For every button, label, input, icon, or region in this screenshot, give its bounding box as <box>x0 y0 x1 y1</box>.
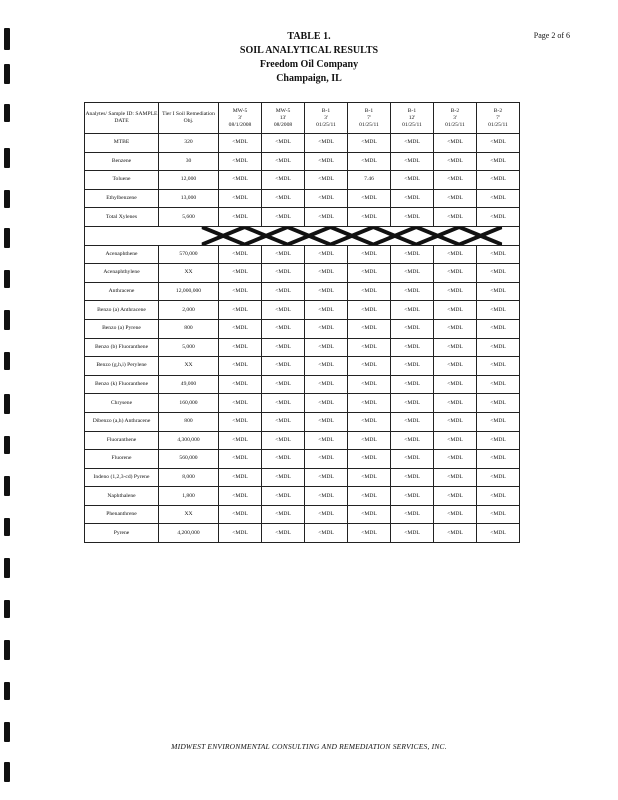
punch-mark <box>4 600 10 618</box>
result-cell: <MDL <box>477 208 520 227</box>
result-cell: <MDL <box>477 189 520 208</box>
result-cell: <MDL <box>348 357 391 376</box>
result-cell: <MDL <box>434 487 477 506</box>
result-cell: <MDL <box>262 282 305 301</box>
result-cell: <MDL <box>391 394 434 413</box>
analyte-name: Toluene <box>85 171 159 190</box>
result-cell: <MDL <box>391 357 434 376</box>
table-row <box>85 245 520 264</box>
result-cell: <MDL <box>477 319 520 338</box>
analyte-name: MTBE <box>85 134 159 153</box>
analyte-name: Benzo (k) Fluoranthene <box>85 375 159 394</box>
table-row <box>85 357 520 376</box>
table-row <box>85 450 520 469</box>
punch-mark <box>4 558 10 578</box>
sample-header <box>305 103 348 134</box>
result-cell: <MDL <box>391 505 434 524</box>
result-cell: <MDL <box>305 282 348 301</box>
table-row <box>85 505 520 524</box>
sample-id: B-2 <box>493 107 503 114</box>
result-cell: <MDL <box>434 468 477 487</box>
analyte-name: Benzo (a) Anthracene <box>85 301 159 320</box>
sample-depth: 12' <box>408 114 416 121</box>
table-row <box>85 394 520 413</box>
result-cell: <MDL <box>262 524 305 543</box>
result-cell: <MDL <box>391 208 434 227</box>
sample-id: B-2 <box>450 107 460 114</box>
analyte-name: Fluorene <box>85 450 159 469</box>
result-cell: <MDL <box>477 394 520 413</box>
table-row <box>85 208 520 227</box>
result-cell: <MDL <box>477 487 520 506</box>
remediation-objective: 13,000 <box>159 189 219 208</box>
result-cell: <MDL <box>391 282 434 301</box>
remediation-objective: 4,300,000 <box>159 431 219 450</box>
result-cell: <MDL <box>305 357 348 376</box>
result-cell: <MDL <box>434 394 477 413</box>
sample-depth: 13' <box>279 114 287 121</box>
table-header-row <box>85 103 520 134</box>
result-cell: <MDL <box>477 505 520 524</box>
sample-date: 08/2008 <box>273 121 293 128</box>
result-cell: <MDL <box>348 487 391 506</box>
result-cell: <MDL <box>391 245 434 264</box>
punch-mark <box>4 270 10 288</box>
table-row <box>85 171 520 190</box>
result-cell: <MDL <box>219 431 262 450</box>
result-cell: <MDL <box>305 134 348 153</box>
sample-header <box>477 103 520 134</box>
remediation-objective: 4,200,000 <box>159 524 219 543</box>
sample-depth: 3' <box>324 114 328 121</box>
result-cell: <MDL <box>477 245 520 264</box>
result-cell: <MDL <box>477 301 520 320</box>
analyte-name: Benzo (b) Fluoranthene <box>85 338 159 357</box>
sample-id: B-1 <box>364 107 374 114</box>
result-cell: <MDL <box>219 468 262 487</box>
table-row <box>85 319 520 338</box>
crosshatch-divider <box>85 227 519 245</box>
result-cell: <MDL <box>305 171 348 190</box>
result-cell: <MDL <box>305 505 348 524</box>
company-name: Freedom Oil Company <box>259 59 359 70</box>
result-cell: <MDL <box>305 375 348 394</box>
remediation-objective: 560,000 <box>159 450 219 469</box>
sample-date: 01/25/11 <box>488 121 508 128</box>
result-cell: <MDL <box>262 468 305 487</box>
result-cell: <MDL <box>391 264 434 283</box>
analyte-header: Analytes/ Sample ID: SAMPLE DATE <box>85 103 159 134</box>
sample-depth: 3' <box>453 114 457 121</box>
analyte-name: Benzo (a) Pyrene <box>85 319 159 338</box>
result-cell: <MDL <box>391 450 434 469</box>
result-cell: <MDL <box>348 394 391 413</box>
table-row <box>85 301 520 320</box>
result-cell: <MDL <box>219 412 262 431</box>
result-cell: <MDL <box>434 301 477 320</box>
page-number: Page 2 of 6 <box>533 31 570 40</box>
analyte-name: Dibenzo (a,h) Anthracene <box>85 412 159 431</box>
table-row <box>85 264 520 283</box>
result-cell: <MDL <box>219 171 262 190</box>
result-cell: <MDL <box>477 524 520 543</box>
btex-rows <box>85 134 520 227</box>
sample-date: 01/25/11 <box>316 121 336 128</box>
sample-header <box>219 103 262 134</box>
result-cell: <MDL <box>348 208 391 227</box>
result-cell: <MDL <box>219 189 262 208</box>
result-cell: <MDL <box>219 357 262 376</box>
result-cell: <MDL <box>348 524 391 543</box>
punch-mark <box>4 682 10 700</box>
punch-mark <box>4 436 10 454</box>
result-cell: <MDL <box>434 524 477 543</box>
result-cell: <MDL <box>434 450 477 469</box>
result-cell: <MDL <box>305 338 348 357</box>
result-cell: <MDL <box>391 319 434 338</box>
remediation-objective: XX <box>159 357 219 376</box>
table-row <box>85 487 520 506</box>
result-cell: <MDL <box>477 357 520 376</box>
punch-mark <box>4 310 10 330</box>
sample-id: B-1 <box>321 107 331 114</box>
result-cell: <MDL <box>262 394 305 413</box>
remediation-objective: 49,000 <box>159 375 219 394</box>
table-row <box>85 468 520 487</box>
result-cell: <MDL <box>348 450 391 469</box>
table-row <box>85 152 520 171</box>
sample-header <box>434 103 477 134</box>
analyte-name: Ethylbenzene <box>85 189 159 208</box>
remediation-objective: XX <box>159 264 219 283</box>
result-cell: <MDL <box>262 505 305 524</box>
result-cell: <MDL <box>305 152 348 171</box>
result-cell: <MDL <box>262 412 305 431</box>
result-cell: <MDL <box>219 338 262 357</box>
result-cell: <MDL <box>391 487 434 506</box>
punch-mark <box>4 352 10 370</box>
result-cell: <MDL <box>305 208 348 227</box>
result-cell: <MDL <box>348 505 391 524</box>
sample-header <box>262 103 305 134</box>
result-cell: <MDL <box>391 301 434 320</box>
result-cell: <MDL <box>391 171 434 190</box>
result-cell: <MDL <box>434 282 477 301</box>
result-cell: <MDL <box>348 431 391 450</box>
result-cell: <MDL <box>348 134 391 153</box>
sample-date: 01/25/11 <box>359 121 379 128</box>
result-cell: <MDL <box>391 412 434 431</box>
result-cell: <MDL <box>262 375 305 394</box>
result-cell: <MDL <box>219 319 262 338</box>
result-cell: <MDL <box>477 375 520 394</box>
table-row <box>85 338 520 357</box>
result-cell: <MDL <box>348 319 391 338</box>
result-cell: <MDL <box>219 301 262 320</box>
sample-header <box>348 103 391 134</box>
remediation-objective: 12,000 <box>159 171 219 190</box>
result-cell: <MDL <box>391 338 434 357</box>
result-cell: <MDL <box>219 487 262 506</box>
result-cell: <MDL <box>391 468 434 487</box>
remediation-objective: 160,000 <box>159 394 219 413</box>
result-cell: 7.46 <box>348 171 391 190</box>
remediation-objective: 1,800 <box>159 487 219 506</box>
location: Champaign, IL <box>276 73 342 84</box>
punch-mark <box>4 394 10 414</box>
remediation-objective: 570,000 <box>159 245 219 264</box>
analyte-name: Acenaphthylene <box>85 264 159 283</box>
table-row <box>85 524 520 543</box>
result-cell: <MDL <box>262 152 305 171</box>
result-cell: <MDL <box>434 375 477 394</box>
result-cell: <MDL <box>219 450 262 469</box>
result-cell: <MDL <box>305 431 348 450</box>
result-cell: <MDL <box>348 468 391 487</box>
analyte-name: Acenaphthene <box>85 245 159 264</box>
result-cell: <MDL <box>477 431 520 450</box>
result-cell: <MDL <box>262 431 305 450</box>
punch-mark <box>4 228 10 248</box>
table-subtitle: SOIL ANALYTICAL RESULTS <box>239 45 379 56</box>
result-cell: <MDL <box>434 134 477 153</box>
result-cell: <MDL <box>262 301 305 320</box>
result-cell: <MDL <box>391 375 434 394</box>
result-cell: <MDL <box>219 152 262 171</box>
result-cell: <MDL <box>219 264 262 283</box>
remediation-objective: 30 <box>159 152 219 171</box>
punch-mark <box>4 640 10 660</box>
result-cell: <MDL <box>434 431 477 450</box>
result-cell: <MDL <box>305 394 348 413</box>
result-cell: <MDL <box>262 450 305 469</box>
remediation-objective: XX <box>159 505 219 524</box>
footer-company: MIDWEST ENVIRONMENTAL CONSULTING AND REMEDIATION SERVICES, INC. <box>171 742 447 751</box>
result-cell: <MDL <box>305 468 348 487</box>
table-row <box>85 412 520 431</box>
document-header <box>0 30 618 86</box>
result-cell: <MDL <box>391 152 434 171</box>
table-title: TABLE 1. <box>287 31 331 42</box>
result-cell: <MDL <box>477 282 520 301</box>
result-cell: <MDL <box>434 208 477 227</box>
result-cell: <MDL <box>434 357 477 376</box>
result-cell: <MDL <box>262 134 305 153</box>
result-cell: <MDL <box>262 264 305 283</box>
remediation-objective: 5,600 <box>159 208 219 227</box>
result-cell: <MDL <box>219 394 262 413</box>
result-cell: <MDL <box>219 282 262 301</box>
punch-mark <box>4 762 10 782</box>
result-cell: <MDL <box>477 152 520 171</box>
remediation-objective: 12,000,000 <box>159 282 219 301</box>
analyte-name: Chrysene <box>85 394 159 413</box>
result-cell: <MDL <box>434 505 477 524</box>
objective-header: Tier I Soil Remediation Obj. <box>159 103 219 134</box>
sample-depth: 7' <box>496 114 500 121</box>
result-cell: <MDL <box>305 264 348 283</box>
sample-depth: 3' <box>238 114 242 121</box>
result-cell: <MDL <box>305 524 348 543</box>
sample-id: MW-5 <box>232 107 248 114</box>
separator-cell <box>85 226 520 245</box>
remediation-objective: 2,000 <box>159 301 219 320</box>
result-cell: <MDL <box>219 245 262 264</box>
sample-date: 01/25/11 <box>445 121 465 128</box>
result-cell: <MDL <box>305 319 348 338</box>
result-cell: <MDL <box>348 338 391 357</box>
result-cell: <MDL <box>477 450 520 469</box>
separator-row <box>85 226 520 245</box>
result-cell: <MDL <box>434 338 477 357</box>
result-cell: <MDL <box>305 487 348 506</box>
table-row <box>85 431 520 450</box>
punch-mark <box>4 476 10 496</box>
result-cell: <MDL <box>391 189 434 208</box>
sample-date: 08/1/2008 <box>228 121 252 128</box>
result-cell: <MDL <box>262 357 305 376</box>
result-cell: <MDL <box>262 319 305 338</box>
punch-mark <box>4 190 10 208</box>
result-cell: <MDL <box>348 189 391 208</box>
analyte-name: Total Xylenes <box>85 208 159 227</box>
analyte-name: Indeno (1,2,3-cd) Pyrene <box>85 468 159 487</box>
result-cell: <MDL <box>391 524 434 543</box>
result-cell: <MDL <box>348 152 391 171</box>
remediation-objective: 800 <box>159 319 219 338</box>
sample-header <box>391 103 434 134</box>
remediation-objective: 320 <box>159 134 219 153</box>
result-cell: <MDL <box>348 412 391 431</box>
result-cell: <MDL <box>262 487 305 506</box>
table-row <box>85 282 520 301</box>
analyte-name: Benzene <box>85 152 159 171</box>
result-cell: <MDL <box>305 245 348 264</box>
soil-results-table <box>84 102 520 543</box>
result-cell: <MDL <box>434 319 477 338</box>
remediation-objective: 5,000 <box>159 338 219 357</box>
result-cell: <MDL <box>305 450 348 469</box>
result-cell: <MDL <box>434 245 477 264</box>
result-cell: <MDL <box>305 189 348 208</box>
punch-mark <box>4 518 10 536</box>
result-cell: <MDL <box>477 171 520 190</box>
pna-rows <box>85 245 520 543</box>
result-cell: <MDL <box>348 301 391 320</box>
sample-id: MW-5 <box>275 107 291 114</box>
result-cell: <MDL <box>434 171 477 190</box>
table-row <box>85 189 520 208</box>
section-separator <box>85 226 520 245</box>
sample-id: B-1 <box>407 107 417 114</box>
analyte-name: Phenanthrene <box>85 505 159 524</box>
result-cell: <MDL <box>434 189 477 208</box>
result-cell: <MDL <box>219 505 262 524</box>
analyte-name: Benzo (g,h,i) Perylene <box>85 357 159 376</box>
analyte-name: Naphthalene <box>85 487 159 506</box>
analyte-name: Fluoranthene <box>85 431 159 450</box>
result-cell: <MDL <box>262 245 305 264</box>
punch-mark <box>4 148 10 168</box>
result-cell: <MDL <box>434 152 477 171</box>
result-cell: <MDL <box>262 338 305 357</box>
result-cell: <MDL <box>262 171 305 190</box>
sample-date: 01/25/11 <box>402 121 422 128</box>
result-cell: <MDL <box>434 412 477 431</box>
result-cell: <MDL <box>348 282 391 301</box>
sample-depth: 7' <box>367 114 371 121</box>
result-cell: <MDL <box>477 338 520 357</box>
result-cell: <MDL <box>391 134 434 153</box>
result-cell: <MDL <box>219 524 262 543</box>
analyte-name: Anthracene <box>85 282 159 301</box>
punch-mark <box>4 104 10 122</box>
table-row <box>85 134 520 153</box>
result-cell: <MDL <box>477 468 520 487</box>
remediation-objective: 8,000 <box>159 468 219 487</box>
result-cell: <MDL <box>305 301 348 320</box>
analyte-name: Pyrene <box>85 524 159 543</box>
result-cell: <MDL <box>477 264 520 283</box>
result-cell: <MDL <box>219 208 262 227</box>
remediation-objective: 800 <box>159 412 219 431</box>
punch-mark <box>4 722 10 742</box>
result-cell: <MDL <box>391 431 434 450</box>
result-cell: <MDL <box>219 134 262 153</box>
result-cell: <MDL <box>434 264 477 283</box>
result-cell: <MDL <box>305 412 348 431</box>
result-cell: <MDL <box>477 412 520 431</box>
result-cell: <MDL <box>477 134 520 153</box>
result-cell: <MDL <box>262 189 305 208</box>
result-cell: <MDL <box>348 375 391 394</box>
result-cell: <MDL <box>348 264 391 283</box>
result-cell: <MDL <box>219 375 262 394</box>
table-row <box>85 375 520 394</box>
result-cell: <MDL <box>262 208 305 227</box>
result-cell: <MDL <box>348 245 391 264</box>
